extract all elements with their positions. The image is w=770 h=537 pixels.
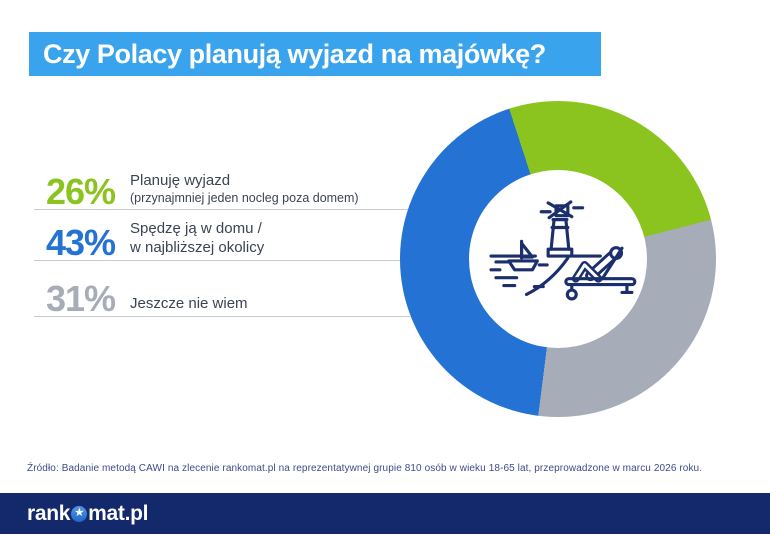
brand-bar bbox=[0, 493, 770, 534]
rankomat-logo bbox=[27, 502, 148, 526]
stat-value-1: 26% bbox=[46, 171, 116, 213]
stat-labels-2 bbox=[130, 219, 264, 258]
stats-legend bbox=[34, 168, 410, 320]
stat-value-3: 31% bbox=[46, 278, 116, 320]
donut-chart bbox=[400, 101, 716, 417]
donut-center bbox=[469, 170, 647, 348]
stat-row-w-domu bbox=[34, 219, 410, 264]
logo-text-prefix: rank bbox=[27, 501, 71, 525]
stat-label-1: Planuję wyjazd bbox=[130, 172, 231, 189]
vacation-icon bbox=[478, 195, 638, 323]
stat-row-nie-wiem bbox=[34, 275, 410, 320]
page-title: Czy Polacy planują wyjazd na majówkę? bbox=[43, 38, 546, 69]
stat-labels-3 bbox=[130, 294, 248, 314]
stat-value-2: 43% bbox=[46, 222, 116, 264]
stat-label-2-line2: w najbliższej okolicy bbox=[130, 239, 265, 256]
logo-text-suffix: mat.pl bbox=[88, 501, 149, 525]
logo-star-icon: ★ bbox=[71, 506, 87, 522]
stat-labels-1 bbox=[130, 171, 359, 207]
source-note: Źródło: Badanie metodą CAWI na zlecenie rankomat.pl na reprezentatywnej grupie 810 osób w wieku 18-65 lat, przeprowadzone w marcu 2026 roku. bbox=[27, 463, 703, 474]
stat-sublabel-1: (przynajmniej jeden nocleg poza domem) bbox=[130, 191, 359, 205]
title-banner bbox=[29, 32, 601, 76]
sailboat-icon bbox=[491, 241, 547, 286]
stat-row-planuje-wyjazd bbox=[34, 168, 410, 213]
stat-label-2-line1: Spędzę ją w domu / bbox=[130, 220, 262, 237]
lighthouse-icon bbox=[541, 202, 582, 256]
stat-label-3: Jeszcze nie wiem bbox=[130, 295, 248, 312]
